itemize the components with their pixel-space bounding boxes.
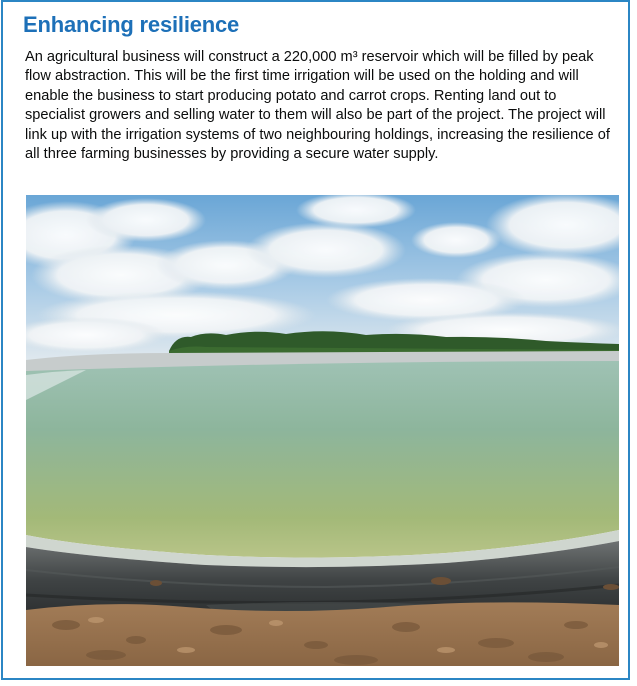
case-study-box bbox=[1, 0, 630, 680]
case-study-body: An agricultural business will construct a 220,000 m³ reservoir which will be filled by peak flow abstraction. This will be the first time irrigation will be used on the holding and will enable the business to start producing potato and carrot crops. Renting land out to specialist growers and selling water to them will also be part of the project. The project will link up with the irrigation systems of two neighbouring holdings, increasing the resilience of all three farming businesses by providing a secure water supply. bbox=[25, 49, 610, 163]
case-study-title: Enhancing resilience bbox=[23, 12, 240, 37]
reservoir-photo bbox=[26, 195, 619, 666]
